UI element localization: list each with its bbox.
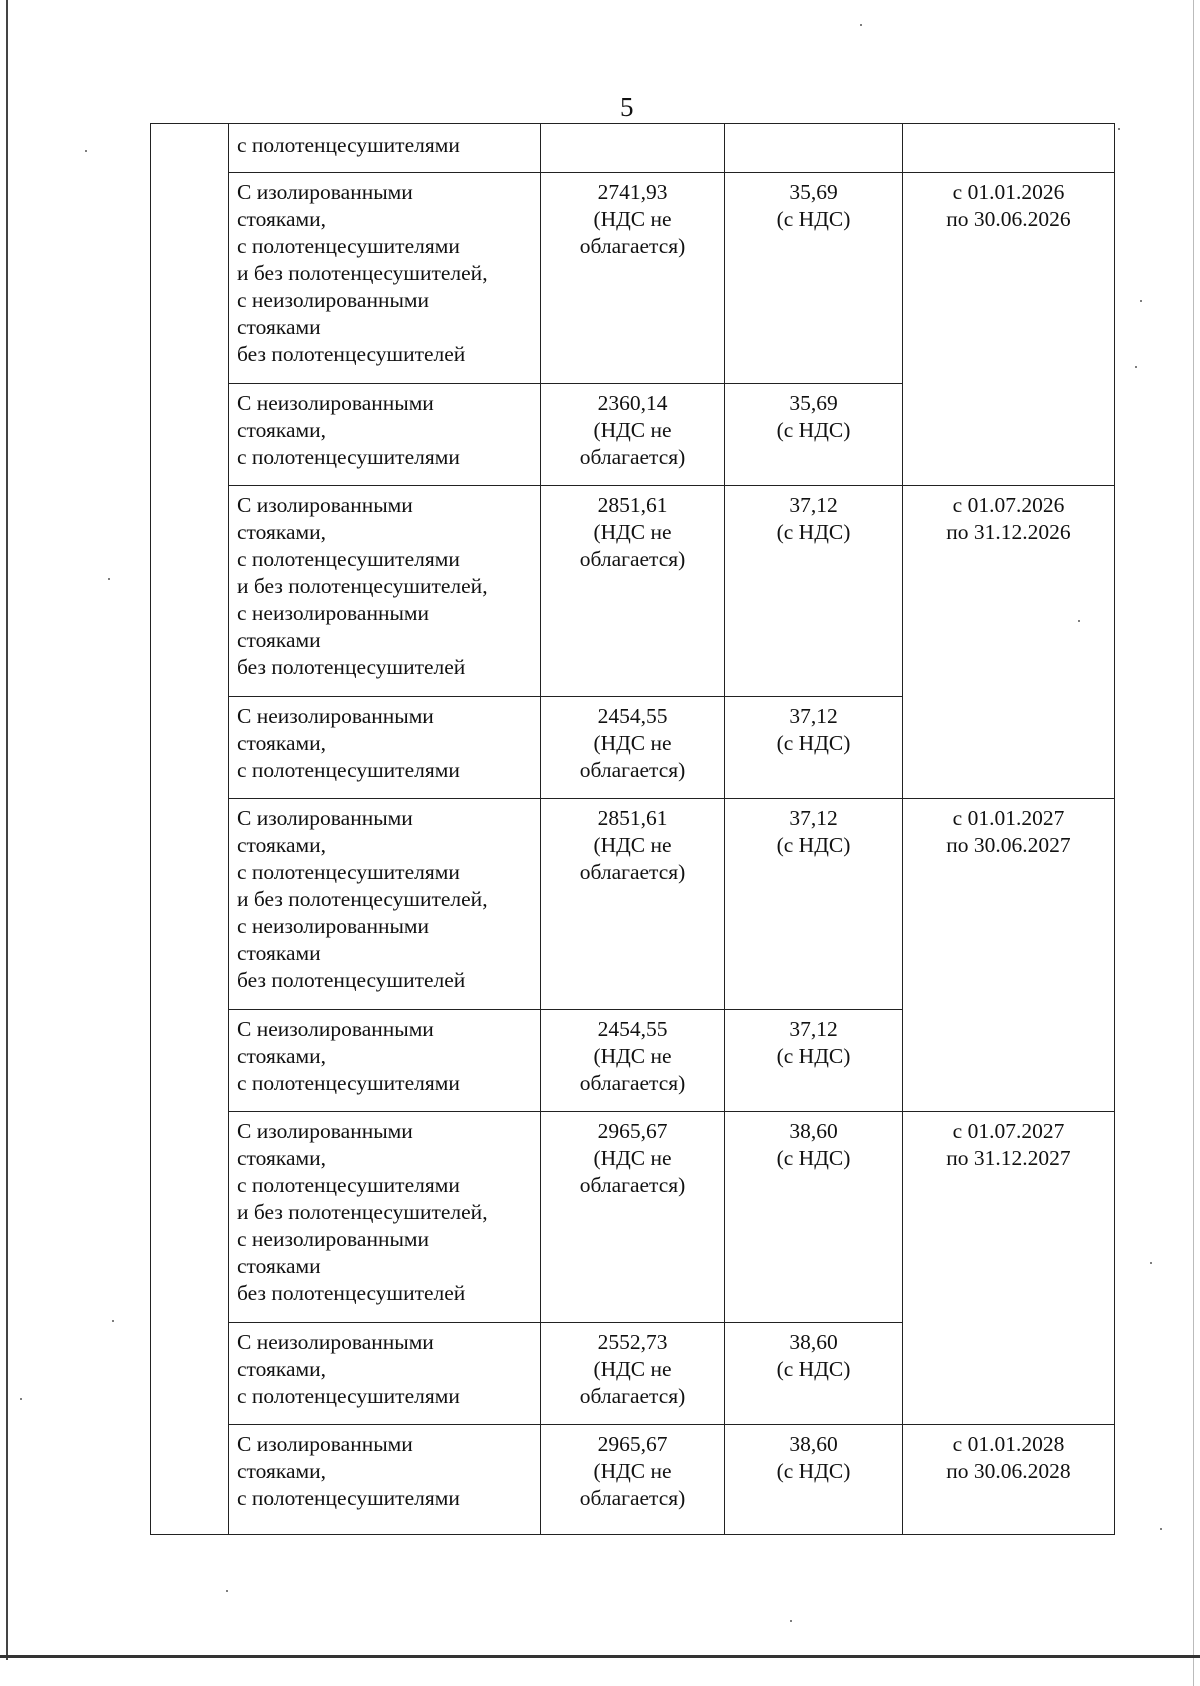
table-row	[151, 799, 1115, 1010]
description-cell: С неизолированными стояками, с полотенцесушителями	[229, 384, 541, 486]
rate-cell: 37,12 (с НДС)	[725, 486, 903, 697]
description-cell: С изолированными стояками, с полотенцесушителями и без полотенцесушителей, с неизолированными стояками без полотенцесушителей	[229, 173, 541, 384]
period-cell: с 01.01.2028 по 30.06.2028	[903, 1425, 1115, 1535]
table-row	[151, 1425, 1115, 1535]
price-cell: 2851,61 (НДС не облагается)	[541, 486, 725, 697]
rate-cell: 37,12 (с НДС)	[725, 799, 903, 1010]
scan-edge-bottom	[0, 1655, 1200, 1658]
price-cell: 2552,73 (НДС не облагается)	[541, 1323, 725, 1425]
rate-cell: 38,60 (с НДС)	[725, 1425, 903, 1535]
period-cell: с 01.01.2026 по 30.06.2026	[903, 173, 1115, 486]
rate-cell: 37,12 (с НДС)	[725, 697, 903, 799]
rate-cell	[725, 124, 903, 173]
table-row	[151, 1112, 1115, 1323]
scan-speck	[1160, 1528, 1162, 1530]
rate-cell: 38,60 (с НДС)	[725, 1112, 903, 1323]
scan-speck	[1135, 366, 1137, 368]
description-cell: С неизолированными стояками, с полотенцесушителями	[229, 1323, 541, 1425]
left-margin-column	[151, 124, 229, 1535]
scan-speck	[790, 1620, 792, 1622]
description-cell: С изолированными стояками, с полотенцесушителями и без полотенцесушителей, с неизолированными стояками без полотенцесушителей	[229, 1112, 541, 1323]
scan-speck	[1150, 1262, 1152, 1264]
price-cell: 2851,61 (НДС не облагается)	[541, 799, 725, 1010]
price-cell: 2360,14 (НДС не облагается)	[541, 384, 725, 486]
description-cell: С неизолированными стояками, с полотенцесушителями	[229, 697, 541, 799]
scan-speck	[1140, 300, 1142, 302]
description-cell: С изолированными стояками, с полотенцесушителями и без полотенцесушителей, с неизолированными стояками без полотенцесушителей	[229, 799, 541, 1010]
scan-edge-left	[6, 0, 8, 1660]
price-cell	[541, 124, 725, 173]
scan-speck	[112, 1320, 114, 1322]
description-cell: С изолированными стояками, с полотенцесушителями и без полотенцесушителей, с неизолированными стояками без полотенцесушителей	[229, 486, 541, 697]
rate-cell: 38,60 (с НДС)	[725, 1323, 903, 1425]
scan-speck	[108, 578, 110, 580]
scan-speck	[1118, 128, 1120, 130]
scan-speck	[1078, 620, 1080, 622]
tariff-table	[150, 123, 1115, 1535]
period-cell: с 01.07.2026 по 31.12.2026	[903, 486, 1115, 799]
scan-speck	[20, 1398, 22, 1400]
scan-speck	[226, 1590, 228, 1592]
description-cell: С изолированными стояками, с полотенцесушителями	[229, 1425, 541, 1535]
rate-cell: 35,69 (с НДС)	[725, 173, 903, 384]
price-cell: 2965,67 (НДС не облагается)	[541, 1112, 725, 1323]
period-cell	[903, 124, 1115, 173]
period-cell: с 01.01.2027 по 30.06.2027	[903, 799, 1115, 1112]
rate-cell: 35,69 (с НДС)	[725, 384, 903, 486]
scan-edge-right	[1193, 0, 1194, 1686]
rate-cell: 37,12 (с НДС)	[725, 1010, 903, 1112]
price-cell: 2454,55 (НДС не облагается)	[541, 697, 725, 799]
page-number: 5	[620, 92, 634, 122]
table-row	[151, 173, 1115, 384]
table-row	[151, 486, 1115, 697]
table-row-continued	[151, 124, 1115, 173]
description-cell: с полотенцесушителями	[229, 124, 541, 173]
price-cell: 2741,93 (НДС не облагается)	[541, 173, 725, 384]
description-cell: С неизолированными стояками, с полотенцесушителями	[229, 1010, 541, 1112]
period-cell: с 01.07.2027 по 31.12.2027	[903, 1112, 1115, 1425]
price-cell: 2454,55 (НДС не облагается)	[541, 1010, 725, 1112]
scan-speck	[860, 24, 862, 26]
price-cell: 2965,67 (НДС не облагается)	[541, 1425, 725, 1535]
scan-speck	[85, 150, 87, 152]
